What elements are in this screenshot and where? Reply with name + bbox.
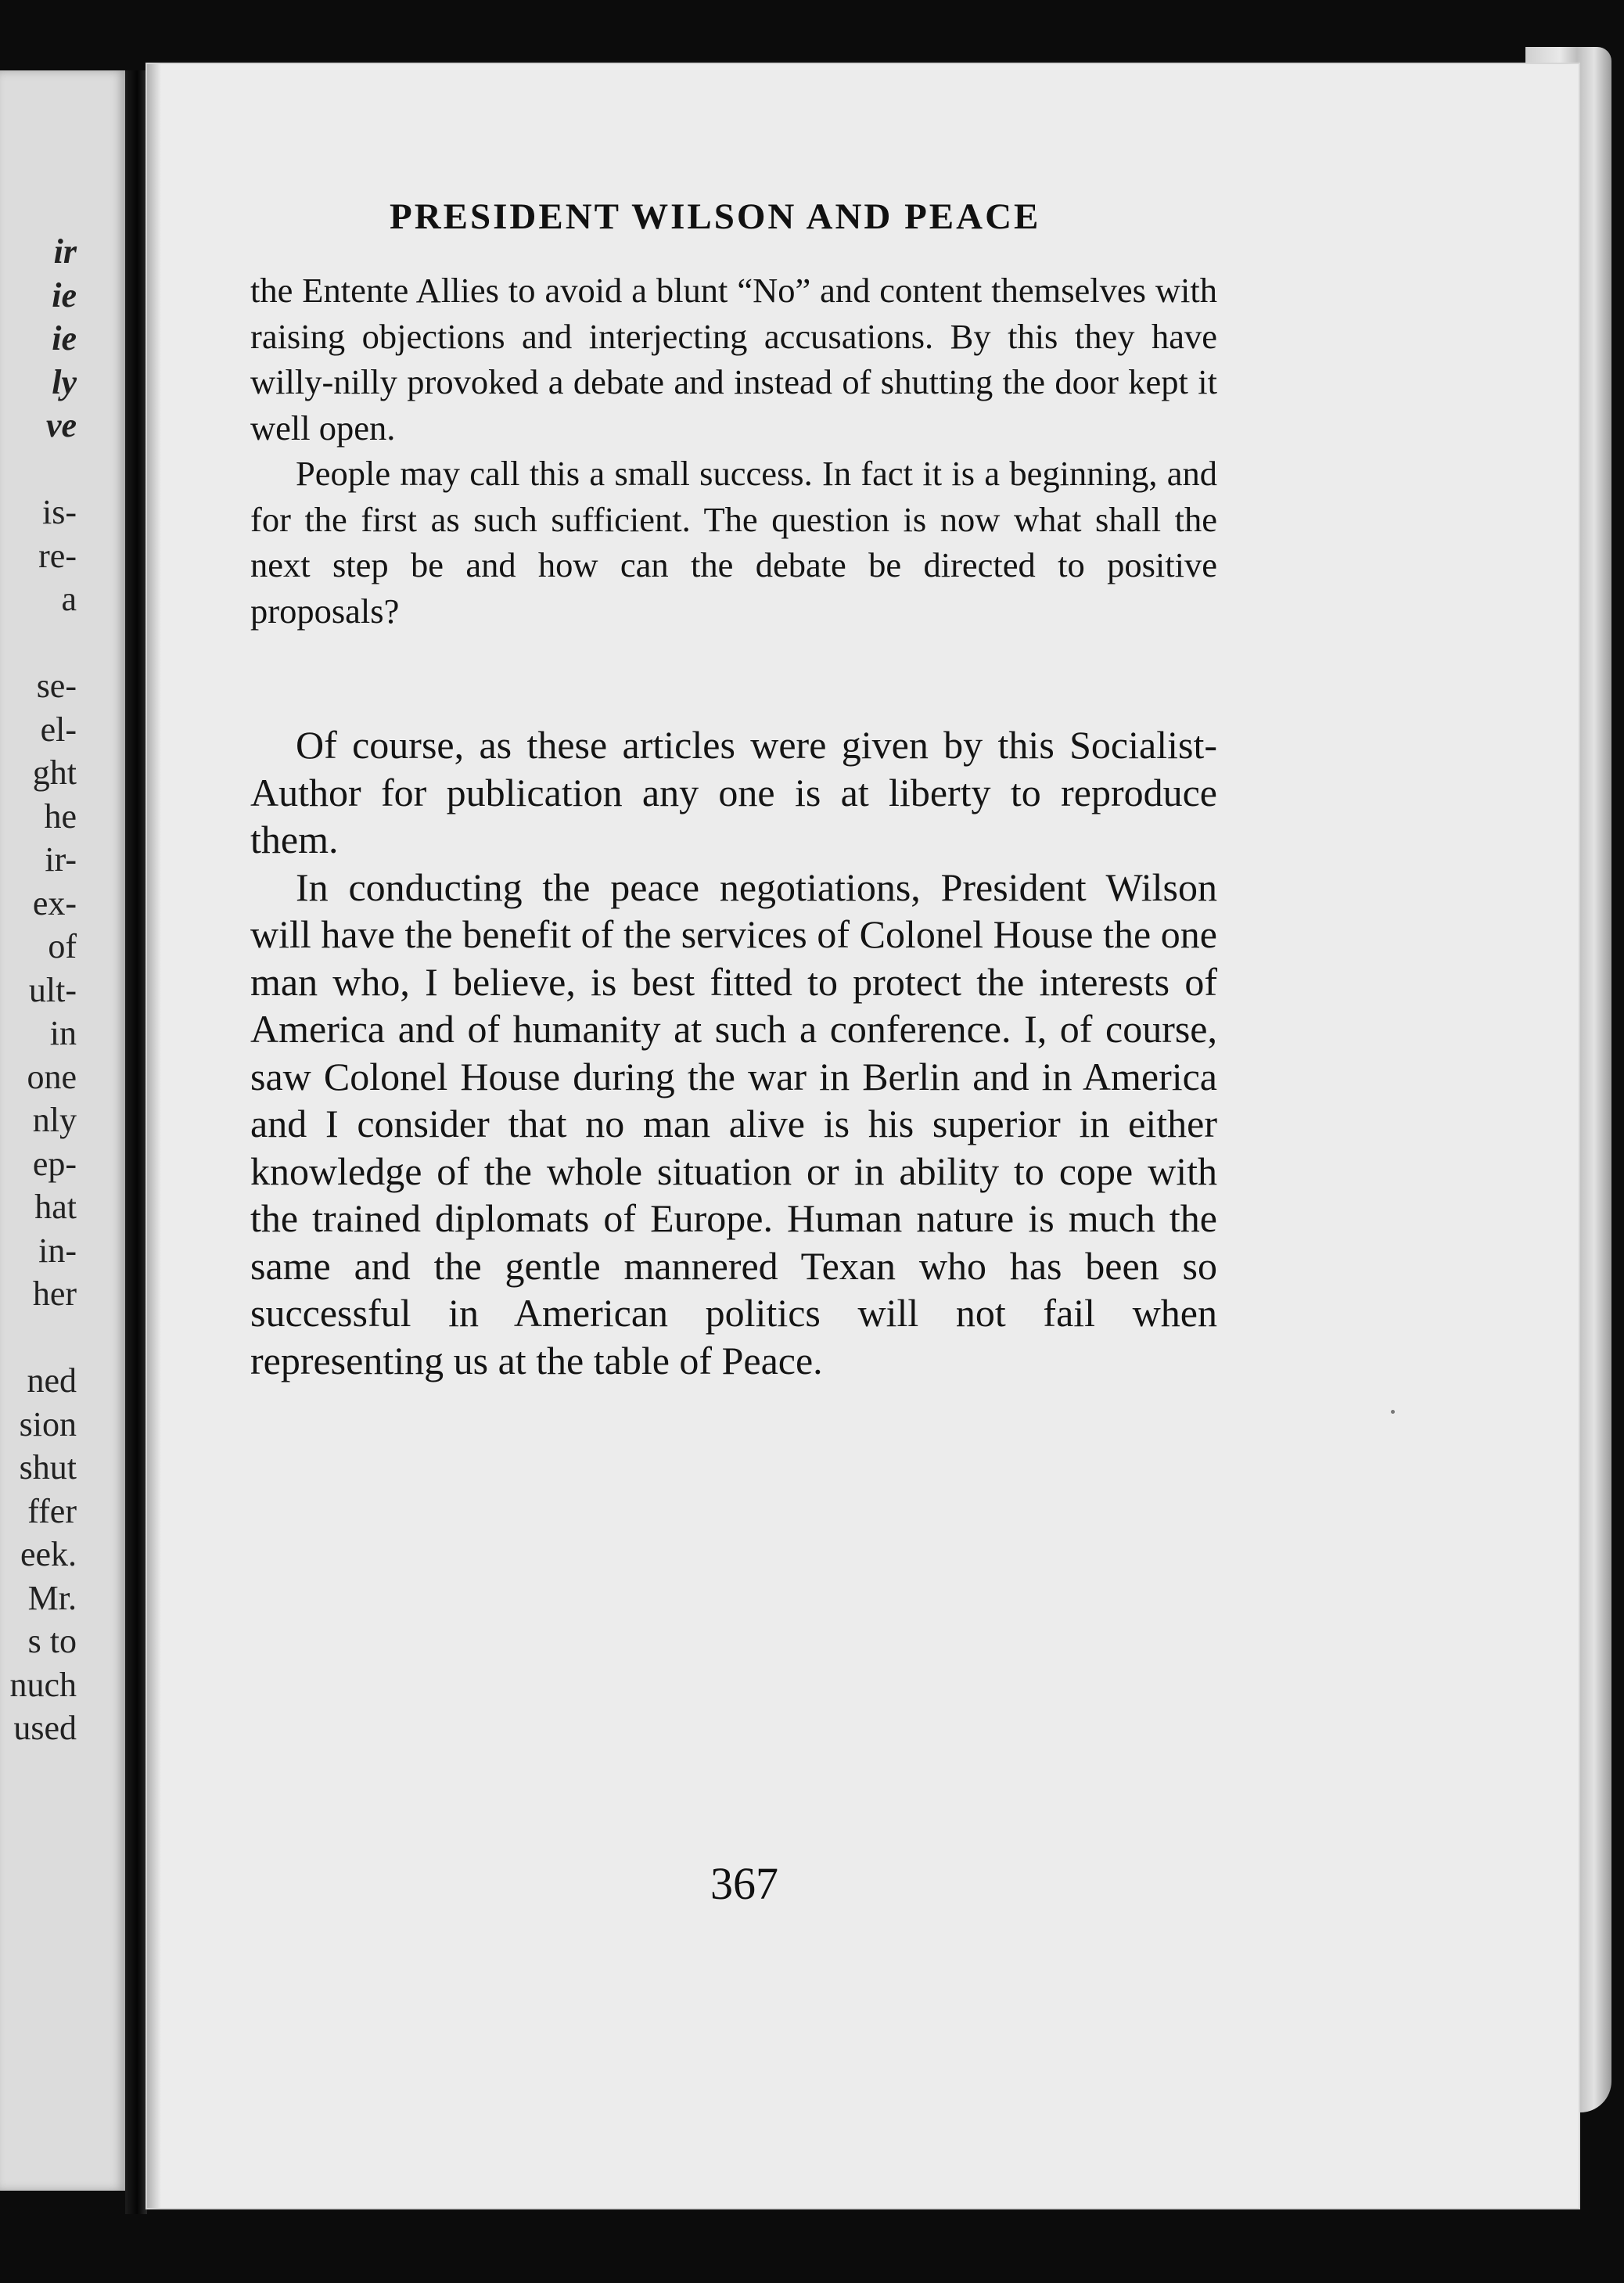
facing-page-line: ve bbox=[45, 406, 77, 444]
facing-page-line: one bbox=[27, 1057, 77, 1096]
facing-page-line: used bbox=[13, 1709, 77, 1747]
facing-page-line: ir- bbox=[45, 840, 77, 879]
running-head: PRESIDENT WILSON AND PEACE bbox=[390, 196, 1041, 237]
facing-page-line: ir bbox=[53, 232, 77, 271]
facing-page-line: ly bbox=[52, 362, 77, 401]
facing-page-line: shut bbox=[19, 1448, 77, 1487]
facing-page-line: eek. bbox=[20, 1535, 77, 1573]
facing-page-edge bbox=[0, 70, 125, 2191]
facing-page-line: s to bbox=[27, 1622, 77, 1660]
facing-page-line: in bbox=[49, 1014, 77, 1052]
page-number: 367 bbox=[710, 1858, 778, 1909]
facing-page-line: nly bbox=[32, 1101, 77, 1139]
quote-paragraph-2: People may call this a small success. In fact it is a beginning, and for the first as such sufficient. The question is now what shall the next step be and how can the debate be directed to positive proposals? bbox=[250, 454, 1217, 631]
book-page bbox=[147, 64, 1579, 2208]
facing-page-line: of bbox=[48, 927, 77, 965]
facing-page-line: is- bbox=[42, 493, 77, 531]
facing-page-line: sion bbox=[19, 1404, 77, 1444]
facing-page-line: ght bbox=[32, 753, 77, 792]
facing-page-line: a bbox=[61, 580, 77, 618]
facing-page-line: ie bbox=[52, 275, 77, 315]
facing-page-line: re- bbox=[38, 536, 77, 575]
paper-speck bbox=[1391, 1410, 1395, 1414]
facing-page-line: ep- bbox=[32, 1144, 77, 1183]
facing-page-line: Mr. bbox=[27, 1578, 77, 1617]
book-gutter bbox=[125, 70, 147, 2214]
quoted-passage bbox=[250, 268, 1217, 634]
facing-page-line: ex- bbox=[32, 883, 77, 922]
facing-page-line: in- bbox=[38, 1231, 77, 1270]
facing-page-line: el- bbox=[40, 710, 77, 749]
facing-page-line: ie bbox=[52, 319, 77, 358]
facing-page-line: her bbox=[32, 1275, 77, 1313]
facing-page-line: ned bbox=[27, 1361, 77, 1400]
facing-page-line: se- bbox=[36, 667, 77, 705]
facing-page-line: ffer bbox=[27, 1491, 77, 1530]
body-paragraph-1: Of course, as these articles were given by this Socialist-Author for publication any one is at liberty to reproduce them. bbox=[250, 723, 1217, 861]
facing-page-line: hat bbox=[34, 1188, 77, 1226]
facing-page-line: nuch bbox=[9, 1665, 77, 1704]
facing-page-line: he bbox=[44, 796, 77, 836]
facing-page-line: ult- bbox=[28, 970, 77, 1009]
quote-paragraph-1: the Entente Allies to avoid a blunt “No” and content themselves with raising objections and interjecting accusations. By this they have willy-nilly provoked a debate and instead of shutting the door kept it well open. bbox=[250, 271, 1217, 448]
body-text bbox=[250, 721, 1217, 1384]
body-paragraph-2: In conducting the peace negotiations, President Wilson will have the benefit of the services of Colonel House the one man who, I believe, is best fitted to protect the interests of America and of humanity at such a conference. I, of course, saw Colonel House during the war in Berlin and in America and I consider that no man alive is his superior in either knowledge of the whole situation or in ability to cope with the trained diplomats of Europe. Human nature is much the same and the gentle mannered Texan who has been so successful in American politics will not fail when representing us at the table of Peace. bbox=[250, 865, 1217, 1382]
